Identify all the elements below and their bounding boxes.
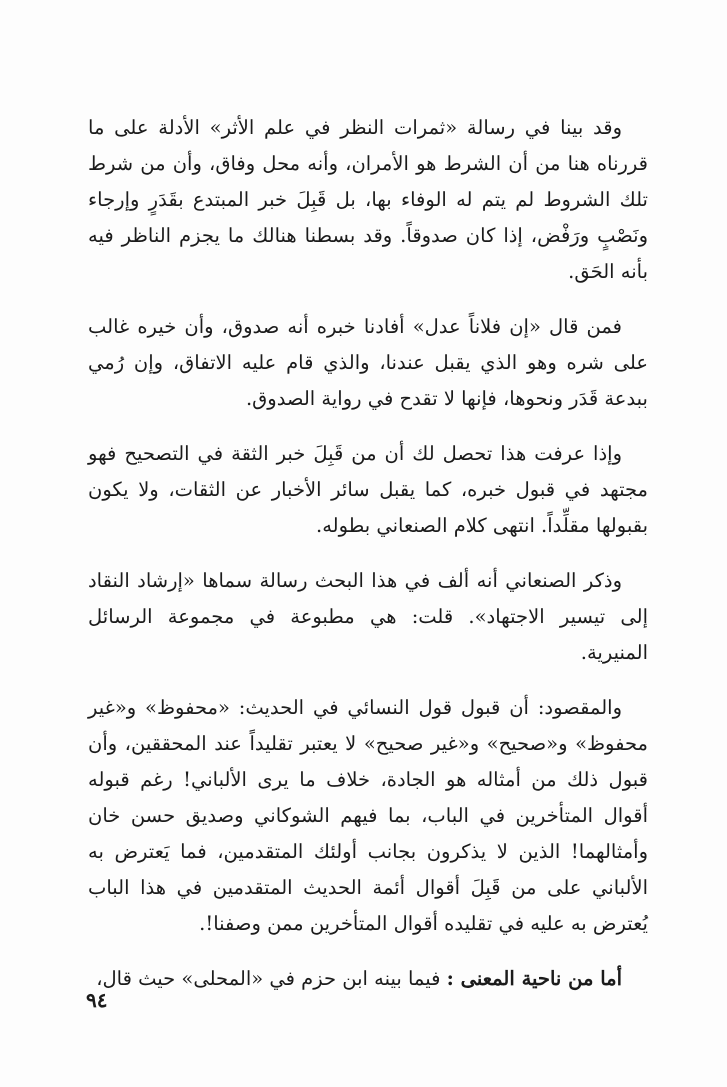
paragraph-3: وإذا عرفت هذا تحصل لك أن من قَبِلَ خبر الثقة في التصحيح فهو مجتهد في قبول خبره، كما يقبل سائر الأخبار عن الثقات، ولا يكون بقبولها مقلِّداً. انتهى كلام الصنعاني بطوله.: [88, 442, 648, 537]
paragraph-1: وقد بينا في رسالة «ثمرات النظر في علم الأثر» الأدلة على ما قررناه هنا من أن الشرط هو الأمران، وأنه محل وفاق، وأن من شرط تلك الشروط لم يتم له الوفاء بها، بل قَبِلَ خبر المبتدع بقَدَرٍ وإرجاء ونَصْبٍ ورَفْض، إذا كان صدوقاً. وقد بسطنا هنالك ما يجزم الناظر فيه بأنه الحَق.: [88, 116, 648, 283]
paragraph-5: والمقصود: أن قبول قول النسائي في الحديث: «محفوظ» و«غير محفوظ» و«صحيح» و«غير صحيح» لا يعتبر تقليداً عند المحققين، وأن قبول ذلك من أمثاله هو الجادة، خلاف ما يرى الألباني! رغم قبوله أقوال المتأخرين في الباب، بما فيهم الشوكاني وصديق حسن خان وأمثالهما! الذين لا يذكرون بجانب أولئك المتقدمين، فما يَعترض به الألباني على من قَبِلَ أقوال أئمة الحديث المتقدمين في هذا الباب يُعترض به عليه في تقليده أقوال المتأخرين ممن وصفنا!.: [88, 696, 648, 935]
paragraph-6-text: فيما بينه ابن حزم في «المحلى» حيث قال،: [96, 967, 447, 990]
paragraph-4: وذكر الصنعاني أنه ألف في هذا البحث رسالة سماها «إرشاد النقاد إلى تيسير الاجتهاد». قلت: هي مطبوعة في مجموعة الرسائل المنيرية.: [88, 569, 648, 664]
page-body-text: [88, 110, 648, 997]
paragraph-2: فمن قال «إن فلاناً عدل» أفادنا خبره أنه صدوق، وأن خيره غالب على شره وهو الذي يقبل عندنا، والذي قام عليه الاتفاق، وإن رُمي ببدعة قَدَر ونحوها، فإنها لا تقدح في رواية الصدوق.: [88, 315, 648, 410]
paragraph-6: [88, 961, 648, 997]
paragraph-6-bold-lead: أما من ناحية المعنى :: [446, 967, 622, 990]
page-number: ٩٤: [86, 988, 108, 1012]
